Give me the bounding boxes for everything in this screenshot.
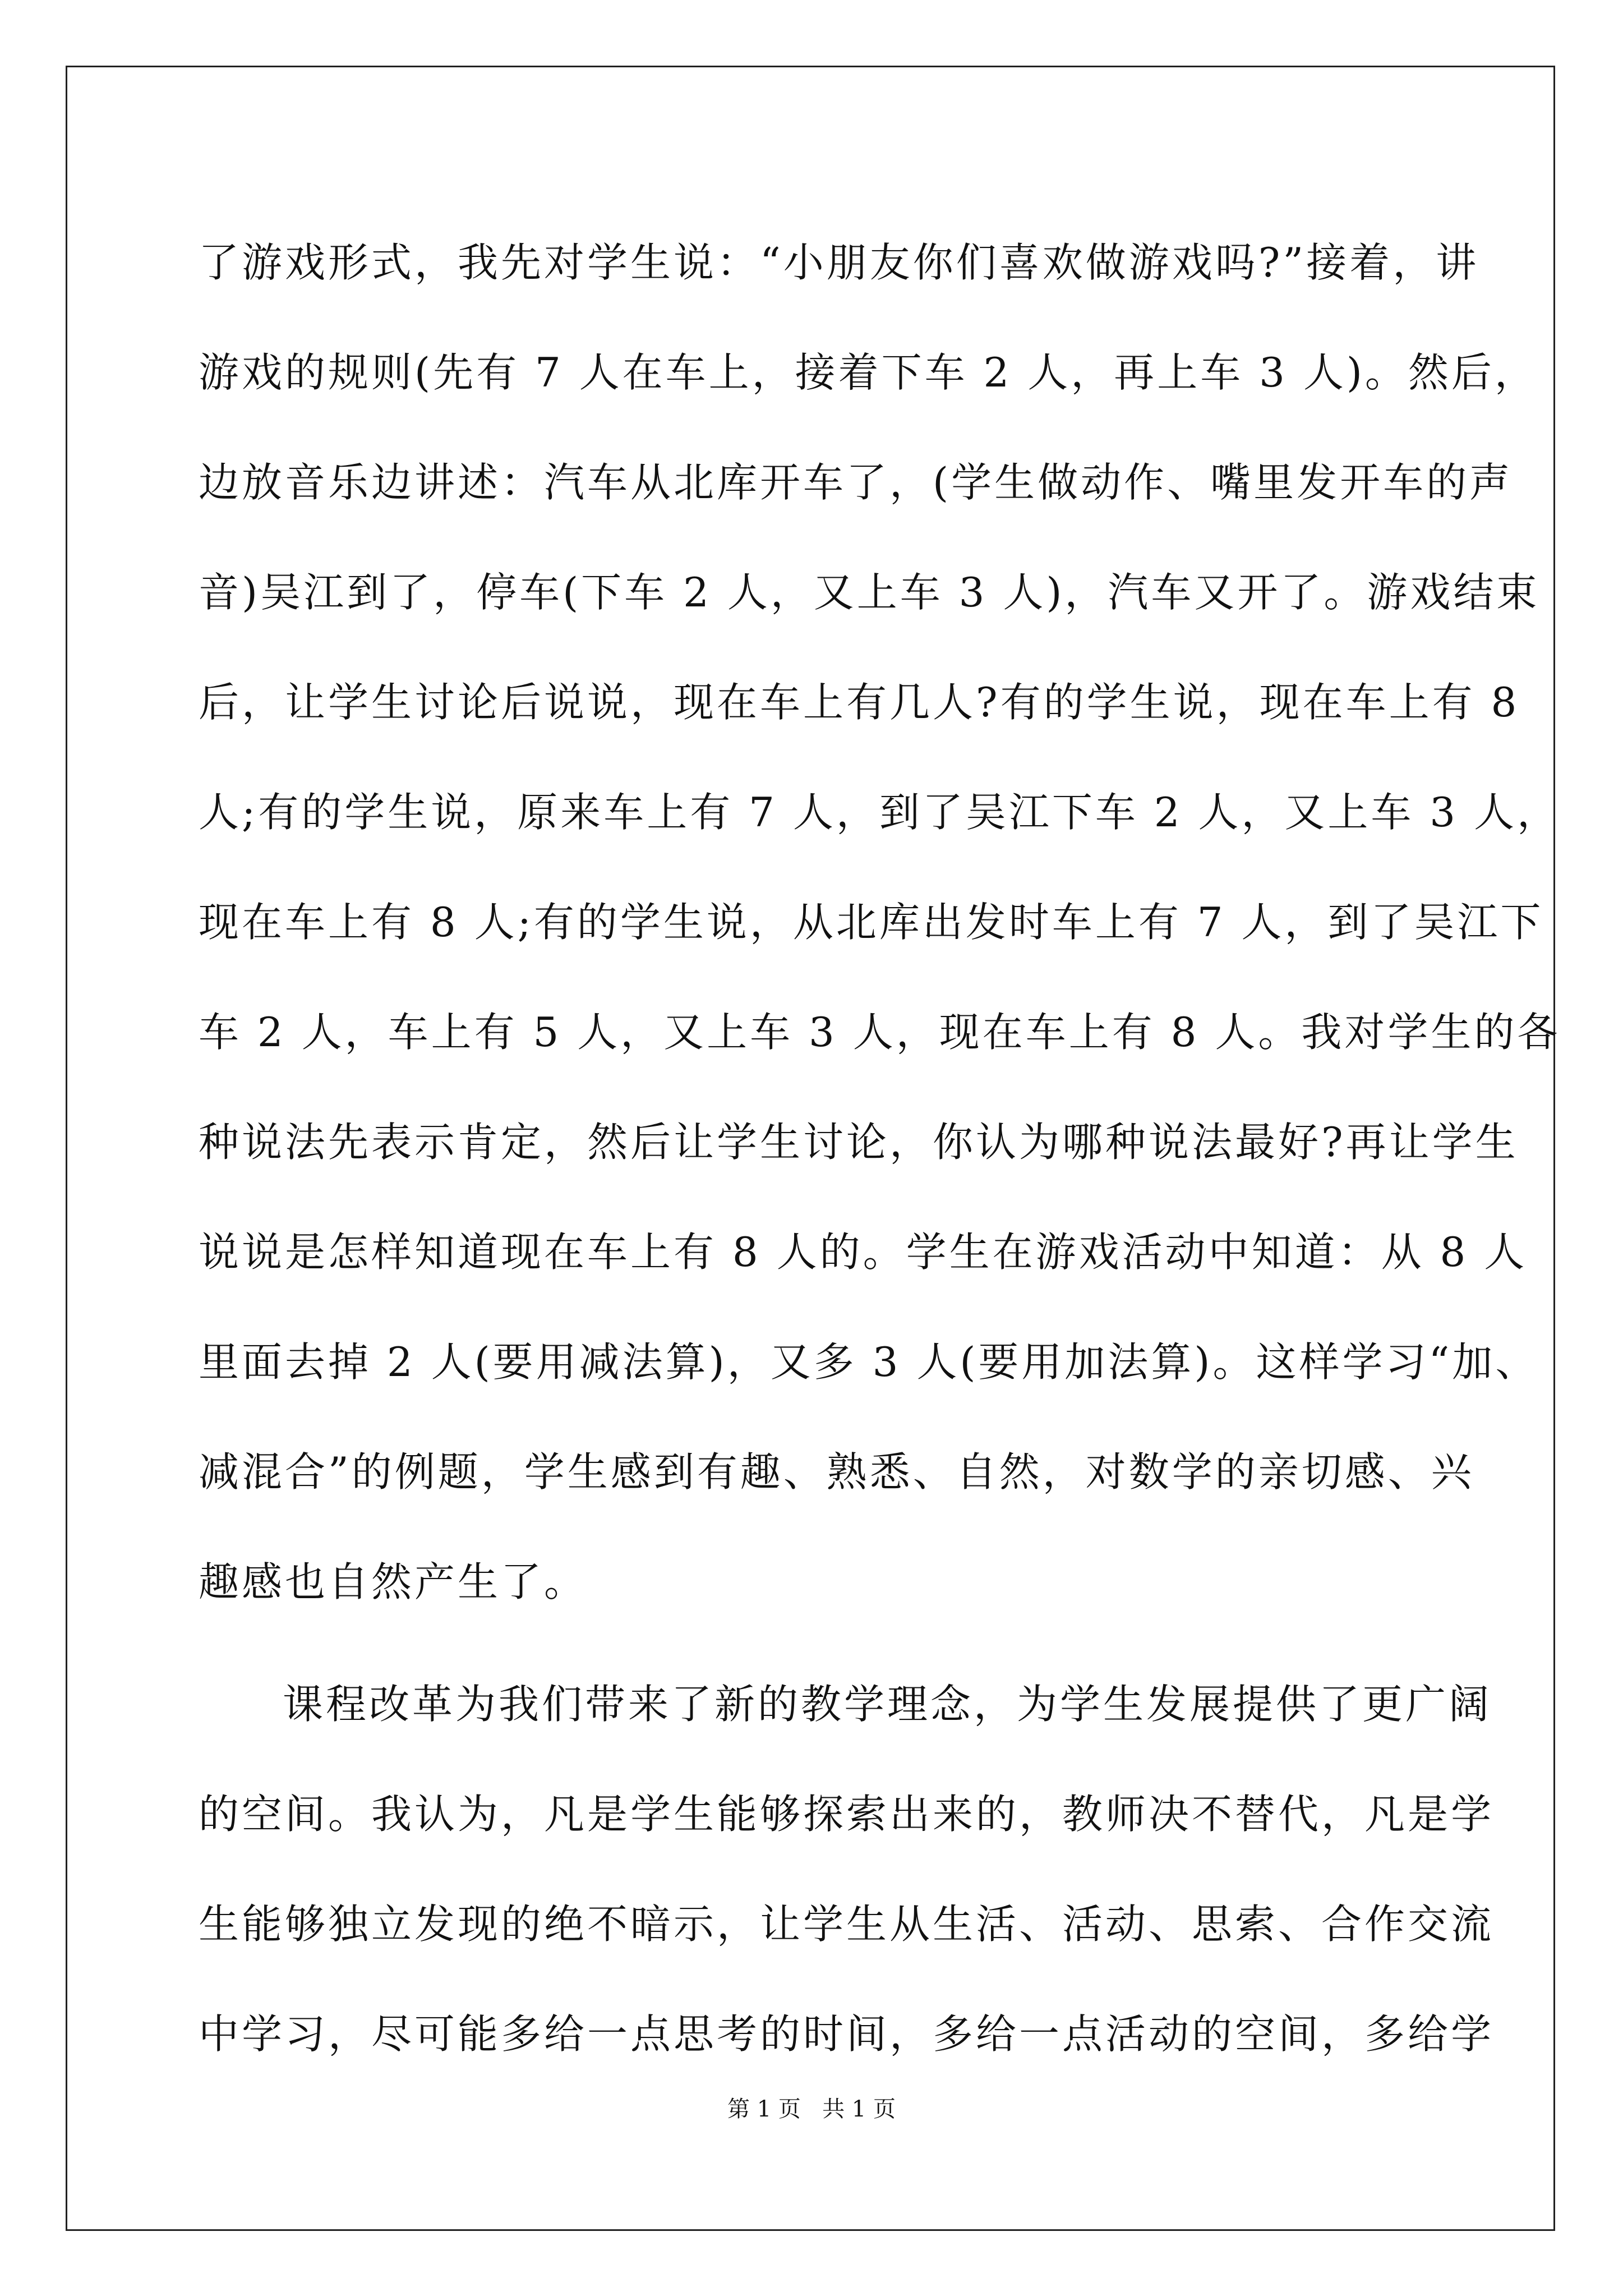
text-line: 种说法先表示肯定，然后让学生讨论，你认为哪种说法最好?再让学生 [199,1119,1519,1166]
document-body [199,208,1561,2089]
text-line: 的空间。我认为，凡是学生能够探索出来的，教师决不替代，凡是学 [199,1791,1495,1838]
paragraph-gap [199,1637,1438,1649]
text-line: 课程改革为我们带来了新的教学理念，为学生发展提供了更广阔 [283,1681,1492,1728]
text-line: 说说是怎样知道现在车上有 8 人的。学生在游戏活动中知道：从 8 人 [199,1228,1528,1276]
text-line: 游戏的规则(先有 7 人在车上，接着下车 2 人，再上车 3 人)。然后， [199,349,1538,396]
text-line: 人;有的学生说，原来车上有 7 人，到了吴江下车 2 人，又上车 3 人， [199,789,1561,836]
text-line: 后，让学生讨论后说说，现在车上有几人?有的学生说，现在车上有 8 [199,679,1520,726]
text-line: 现在车上有 8 人;有的学生说，从北库出发时车上有 7 人，到了吴江下 [199,899,1544,946]
text-line: 音)吴江到了，停车(下车 2 人，又上车 3 人)，汽车又开了。游戏结束 [199,569,1540,616]
text-line: 了游戏形式，我先对学生说：“小朋友你们喜欢做游戏吗?”接着，讲 [199,239,1479,286]
text-line: 车 2 人，车上有 5 人，又上车 3 人，现在车上有 8 人。我对学生的各 [199,1009,1561,1056]
text-line: 减混合”的例题，学生感到有趣、熟悉、自然，对数学的亲切感、兴 [199,1448,1474,1496]
text-line: 中学习，尽可能多给一点思考的时间，多给一点活动的空间，多给学 [199,2010,1495,2058]
text-line: 生能够独立发现的绝不暗示，让学生从生活、活动、思索、合作交流 [199,1901,1495,1948]
page-footer: 第 1 页 共 1 页 [727,2096,896,2122]
paragraph-2 [199,1649,1495,2089]
paragraph-1 [199,208,1561,1637]
text-line: 趣感也自然产生了。 [199,1558,588,1605]
text-line: 边放音乐边讲述：汽车从北库开车了，(学生做动作、嘴里发开车的声 [199,459,1513,506]
text-line: 里面去掉 2 人(要用减法算)，又多 3 人(要用加法算)。这样学习“加、 [199,1338,1539,1386]
